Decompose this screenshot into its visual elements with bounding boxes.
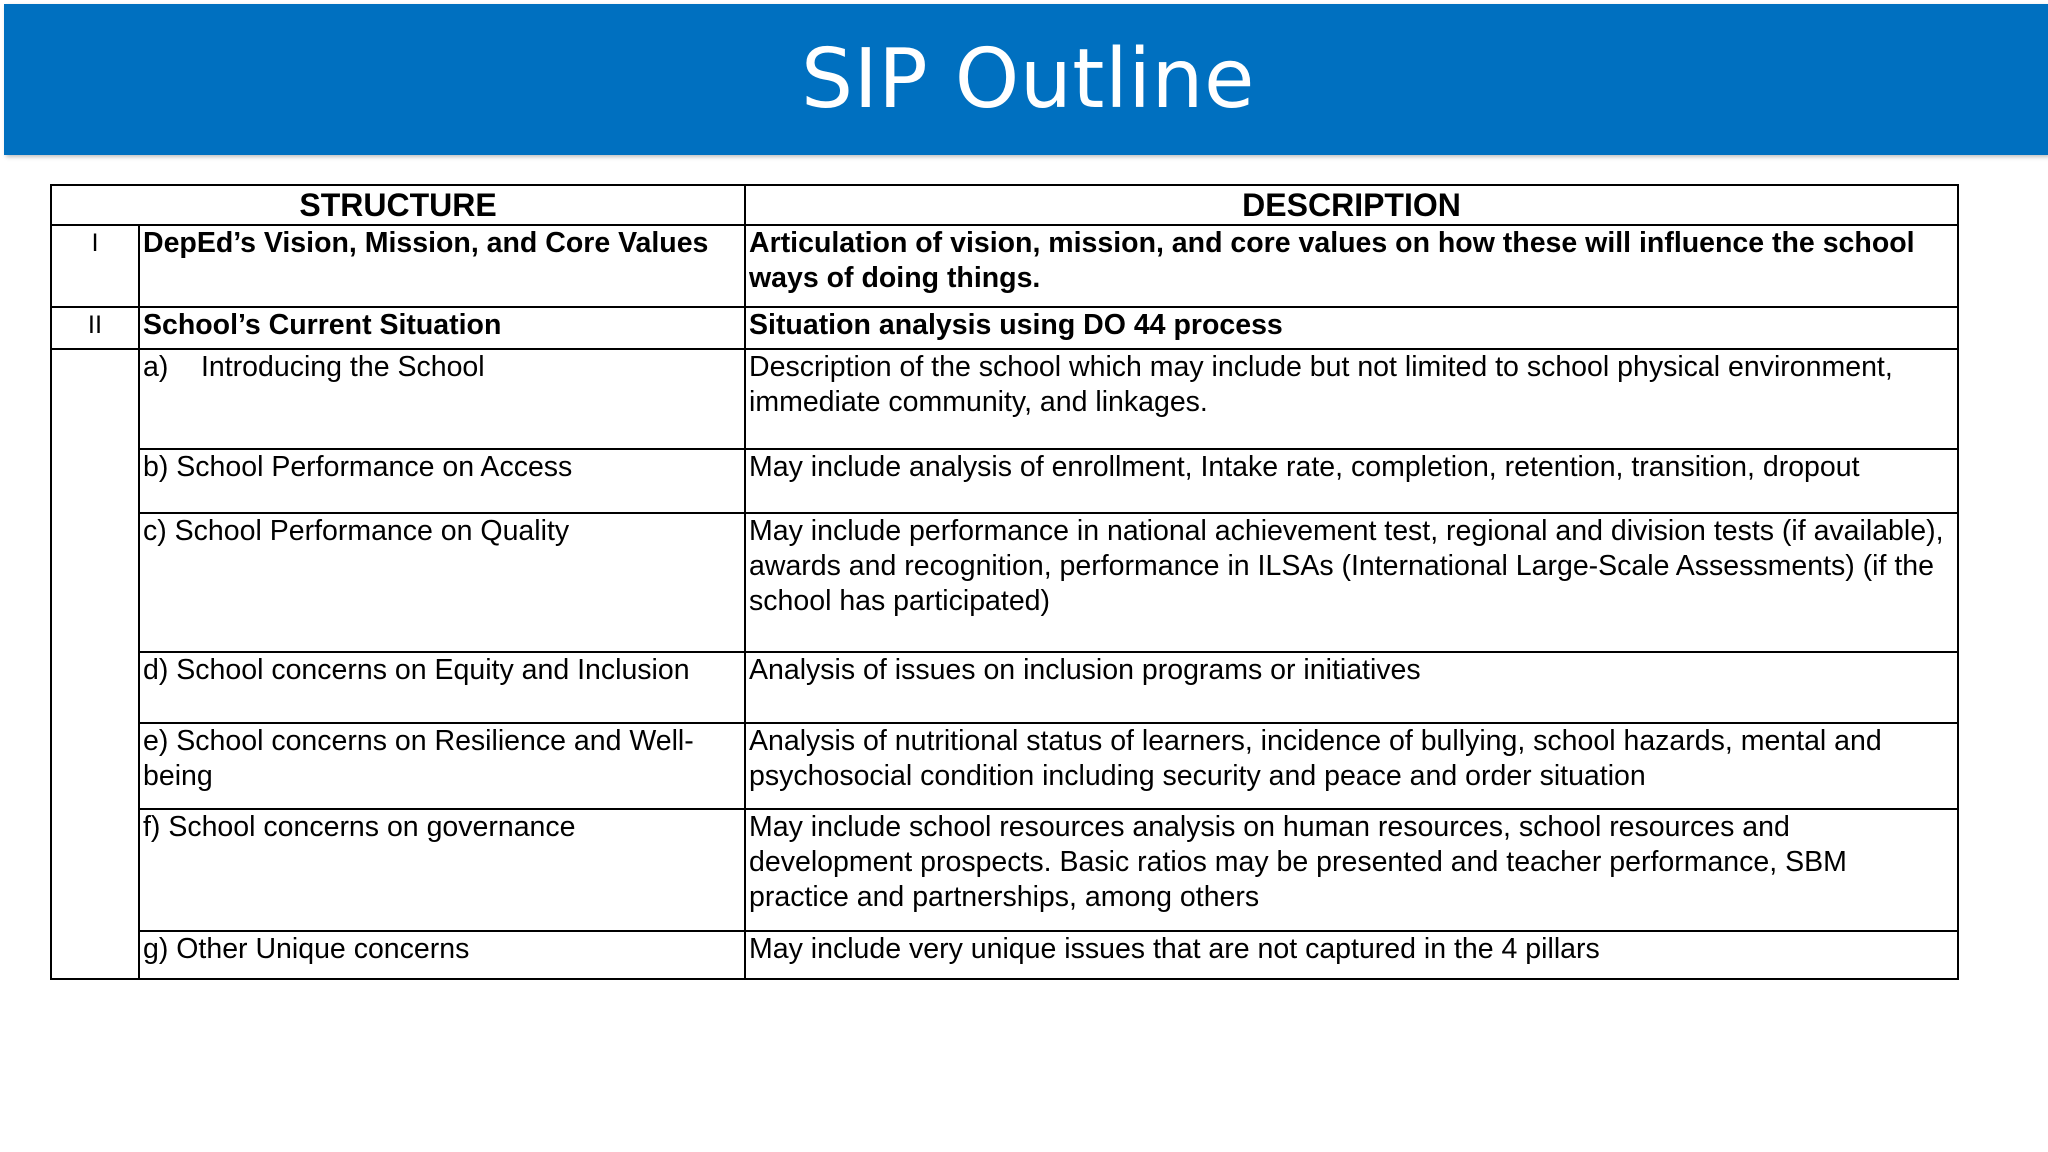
table-row xyxy=(51,307,1958,349)
table-row xyxy=(51,449,1958,513)
header-description: DESCRIPTION xyxy=(745,185,1958,225)
table-header-row xyxy=(51,185,1958,225)
blank-number-cell xyxy=(51,349,139,979)
structure-cell: DepEd’s Vision, Mission, and Core Values xyxy=(139,225,745,307)
structure-cell: School’s Current Situation xyxy=(139,307,745,349)
structure-cell: d) School concerns on Equity and Inclusion xyxy=(139,652,745,723)
title-banner xyxy=(4,4,2048,155)
structure-cell: e) School concerns on Resilience and Well-being xyxy=(139,723,745,809)
structure-cell: f) School concerns on governance xyxy=(139,809,745,931)
structure-cell: b) School Performance on Access xyxy=(139,449,745,513)
description-cell: May include school resources analysis on human resources, school resources and development prospects. Basic ratios may be presented and teacher performance, SBM practice and partnerships, among others xyxy=(745,809,1958,931)
table-row xyxy=(51,513,1958,652)
description-cell: May include performance in national achievement test, regional and division tests (if available), awards and recognition, performance in ILSAs (International Large-Scale Assessments) (if the school has participated) xyxy=(745,513,1958,652)
sip-outline-table xyxy=(50,184,1959,980)
table-row xyxy=(51,809,1958,931)
slide-title: SIP Outline xyxy=(801,32,1255,127)
structure-cell: c) School Performance on Quality xyxy=(139,513,745,652)
table-row xyxy=(51,652,1958,723)
structure-cell: g) Other Unique concerns xyxy=(139,931,745,979)
row-number: II xyxy=(51,307,139,349)
table-row xyxy=(51,349,1958,449)
table-row xyxy=(51,225,1958,307)
item-label: Introducing the School xyxy=(201,351,485,383)
row-number: I xyxy=(51,225,139,307)
item-marker: a) xyxy=(143,351,169,383)
description-cell: Description of the school which may include but not limited to school physical environment, immediate community, and linkages. xyxy=(745,349,1958,449)
description-cell: Analysis of nutritional status of learners, incidence of bullying, school hazards, mental and psychosocial condition including security and peace and order situation xyxy=(745,723,1958,809)
description-cell: May include very unique issues that are not captured in the 4 pillars xyxy=(745,931,1958,979)
header-structure: STRUCTURE xyxy=(51,185,745,225)
table-row xyxy=(51,931,1958,979)
description-cell: May include analysis of enrollment, Intake rate, completion, retention, transition, dropout xyxy=(745,449,1958,513)
structure-cell xyxy=(139,349,745,449)
description-cell: Analysis of issues on inclusion programs or initiatives xyxy=(745,652,1958,723)
table-row xyxy=(51,723,1958,809)
description-cell: Articulation of vision, mission, and core values on how these will influence the school ways of doing things. xyxy=(745,225,1958,307)
description-cell: Situation analysis using DO 44 process xyxy=(745,307,1958,349)
